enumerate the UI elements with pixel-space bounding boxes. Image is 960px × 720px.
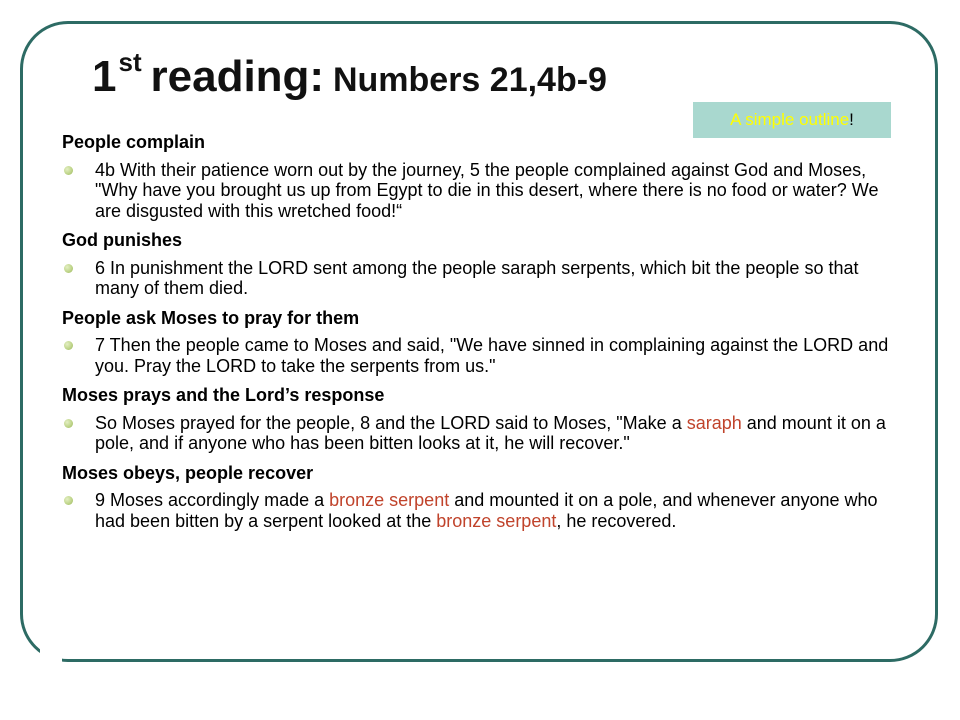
slide-content	[62, 132, 892, 540]
section-heading-god-punishes: God punishes	[62, 230, 183, 250]
callout-text: A simple outline	[730, 110, 850, 129]
section-heading-moses-prays: Moses prays and the Lord’s response	[62, 385, 385, 405]
highlight-bronze-serpent: bronze serpent	[436, 510, 557, 531]
title-superscript: st	[118, 47, 142, 77]
bullet-text: 6 In punishment the LORD sent among the people saraph serpents, which bit the people so that many of them died.	[95, 257, 859, 298]
bullet-icon	[64, 264, 73, 273]
bullet-item-moses-prays	[62, 413, 892, 454]
bullet-text: 4b With their patience worn out by the journey, 5 the people complained against God and Moses, "Why have you brought us up from Egypt to die in this desert, where there is no food or water? We are disgusted with this wretched food!“	[95, 159, 879, 221]
text-run: and mount it on a pole, and if anyone who has been bitten looks at it, he will recover."	[95, 412, 886, 453]
bullet-icon	[64, 341, 73, 350]
callout-exclamation: !	[849, 110, 854, 129]
bullet-item-moses-obeys	[62, 490, 892, 531]
highlight-bronze-serpent: bronze serpent	[329, 490, 450, 510]
frame-notch	[40, 648, 62, 662]
bullet-icon	[64, 166, 73, 175]
bullet-item-people-complain	[62, 160, 892, 222]
bullet-text	[95, 490, 878, 531]
bullet-icon	[64, 419, 73, 428]
title-number: 1	[92, 52, 117, 101]
bullet-text: 7 Then the people came to Moses and said, "We have sinned in complaining against the LORD and you. Pray the LORD to take the serpents from us."	[95, 335, 889, 376]
bullet-text	[95, 413, 886, 454]
text-run: 9 Moses accordingly made a	[95, 490, 330, 510]
text-run: and mounted it on a pole, and whenever anyone who had been bitten by a serpent looked at the	[95, 490, 878, 531]
title-reference: Numbers 21,4b-9	[332, 61, 607, 99]
slide-title	[92, 47, 607, 102]
section-heading-people-complain: People complain	[62, 132, 206, 152]
text-run: , he recovered.	[556, 510, 677, 531]
bullet-item-god-punishes	[62, 258, 892, 299]
bullet-item-people-ask	[62, 335, 892, 376]
bullet-icon	[64, 496, 73, 505]
highlight-saraph: saraph	[686, 412, 742, 433]
section-heading-moses-obeys: Moses obeys, people recover	[62, 462, 314, 483]
text-run: So Moses prayed for the people, 8 and the LORD said to Moses, "Make a	[95, 412, 687, 433]
section-heading-people-ask: People ask Moses to pray for them	[62, 307, 360, 328]
title-word: reading:	[150, 52, 325, 101]
